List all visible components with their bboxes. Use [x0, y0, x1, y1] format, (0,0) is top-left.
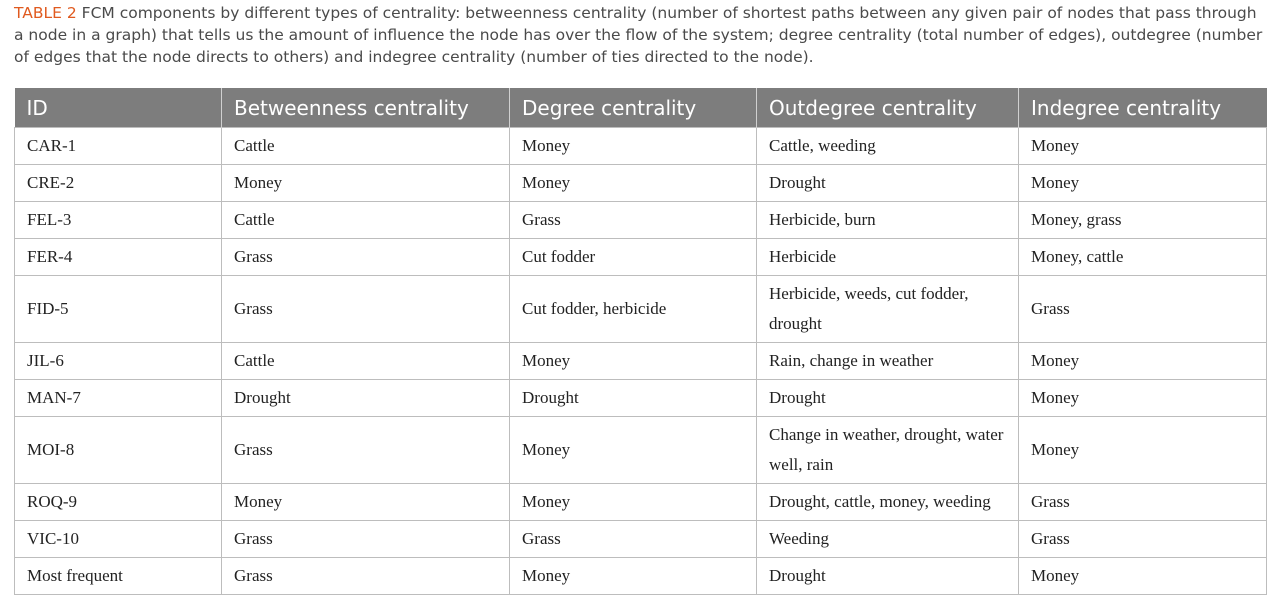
- table-caption-text: FCM components by different types of centrality: betweenness centrality (number of shortest paths between any given pair of nodes that pass through a node in a graph) that tells us the amount of influence the node has over the flow of the system; degree centrality (total number of edges), outdegree (number of edges that the node directs to others) and indegree centrality (number of ties directed to the node).: [14, 4, 1263, 66]
- table-row: [15, 417, 1267, 484]
- cell-degree: Cut fodder: [510, 239, 757, 276]
- header-betweenness: Betweenness centrality: [222, 88, 510, 128]
- cell-betweenness: Cattle: [222, 128, 510, 165]
- cell-betweenness: Cattle: [222, 343, 510, 380]
- table-row: [15, 343, 1267, 380]
- cell-outdegree: Change in weather, drought, water well, rain: [757, 417, 1019, 484]
- cell-id: FID-5: [15, 276, 222, 343]
- cell-id: Most frequent: [15, 558, 222, 595]
- table-row-summary: [15, 558, 1267, 595]
- cell-betweenness: Grass: [222, 417, 510, 484]
- cell-degree: Money: [510, 417, 757, 484]
- cell-indegree: Grass: [1019, 484, 1267, 521]
- cell-id: ROQ-9: [15, 484, 222, 521]
- cell-indegree: Money: [1019, 343, 1267, 380]
- cell-outdegree: Drought: [757, 558, 1019, 595]
- cell-outdegree: Drought: [757, 380, 1019, 417]
- cell-indegree: Money, cattle: [1019, 239, 1267, 276]
- table-row: [15, 165, 1267, 202]
- cell-indegree: Grass: [1019, 276, 1267, 343]
- cell-outdegree: Cattle, weeding: [757, 128, 1019, 165]
- cell-degree: Cut fodder, herbicide: [510, 276, 757, 343]
- cell-betweenness: Cattle: [222, 202, 510, 239]
- cell-degree: Money: [510, 558, 757, 595]
- table-row: [15, 128, 1267, 165]
- table-caption: [14, 2, 1264, 68]
- cell-id: CAR-1: [15, 128, 222, 165]
- cell-id: MAN-7: [15, 380, 222, 417]
- cell-degree: Money: [510, 165, 757, 202]
- cell-indegree: Money: [1019, 165, 1267, 202]
- cell-outdegree: Drought: [757, 165, 1019, 202]
- header-outdegree: Outdegree centrality: [757, 88, 1019, 128]
- cell-id: MOI-8: [15, 417, 222, 484]
- cell-id: JIL-6: [15, 343, 222, 380]
- header-indegree: Indegree centrality: [1019, 88, 1267, 128]
- cell-indegree: Money: [1019, 558, 1267, 595]
- cell-outdegree: Weeding: [757, 521, 1019, 558]
- cell-betweenness: Grass: [222, 558, 510, 595]
- cell-id: CRE-2: [15, 165, 222, 202]
- table-row: [15, 380, 1267, 417]
- cell-betweenness: Drought: [222, 380, 510, 417]
- cell-degree: Grass: [510, 202, 757, 239]
- cell-outdegree: Herbicide, burn: [757, 202, 1019, 239]
- cell-degree: Money: [510, 484, 757, 521]
- cell-id: VIC-10: [15, 521, 222, 558]
- cell-outdegree: Drought, cattle, money, weeding: [757, 484, 1019, 521]
- cell-degree: Drought: [510, 380, 757, 417]
- cell-indegree: Grass: [1019, 521, 1267, 558]
- cell-outdegree: Herbicide: [757, 239, 1019, 276]
- cell-betweenness: Grass: [222, 276, 510, 343]
- centrality-table: [14, 88, 1267, 595]
- cell-indegree: Money, grass: [1019, 202, 1267, 239]
- cell-betweenness: Money: [222, 484, 510, 521]
- table-row: [15, 484, 1267, 521]
- cell-degree: Money: [510, 128, 757, 165]
- cell-betweenness: Grass: [222, 521, 510, 558]
- table-row: [15, 521, 1267, 558]
- cell-outdegree: Herbicide, weeds, cut fodder, drought: [757, 276, 1019, 343]
- header-id: ID: [15, 88, 222, 128]
- cell-indegree: Money: [1019, 380, 1267, 417]
- cell-betweenness: Money: [222, 165, 510, 202]
- table-header-row: [15, 88, 1267, 128]
- cell-id: FER-4: [15, 239, 222, 276]
- table-row: [15, 276, 1267, 343]
- table-row: [15, 202, 1267, 239]
- header-degree: Degree centrality: [510, 88, 757, 128]
- cell-degree: Money: [510, 343, 757, 380]
- cell-id: FEL-3: [15, 202, 222, 239]
- table-caption-label: TABLE 2: [14, 4, 77, 22]
- cell-outdegree: Rain, change in weather: [757, 343, 1019, 380]
- cell-betweenness: Grass: [222, 239, 510, 276]
- cell-indegree: Money: [1019, 417, 1267, 484]
- table-row: [15, 239, 1267, 276]
- cell-indegree: Money: [1019, 128, 1267, 165]
- cell-degree: Grass: [510, 521, 757, 558]
